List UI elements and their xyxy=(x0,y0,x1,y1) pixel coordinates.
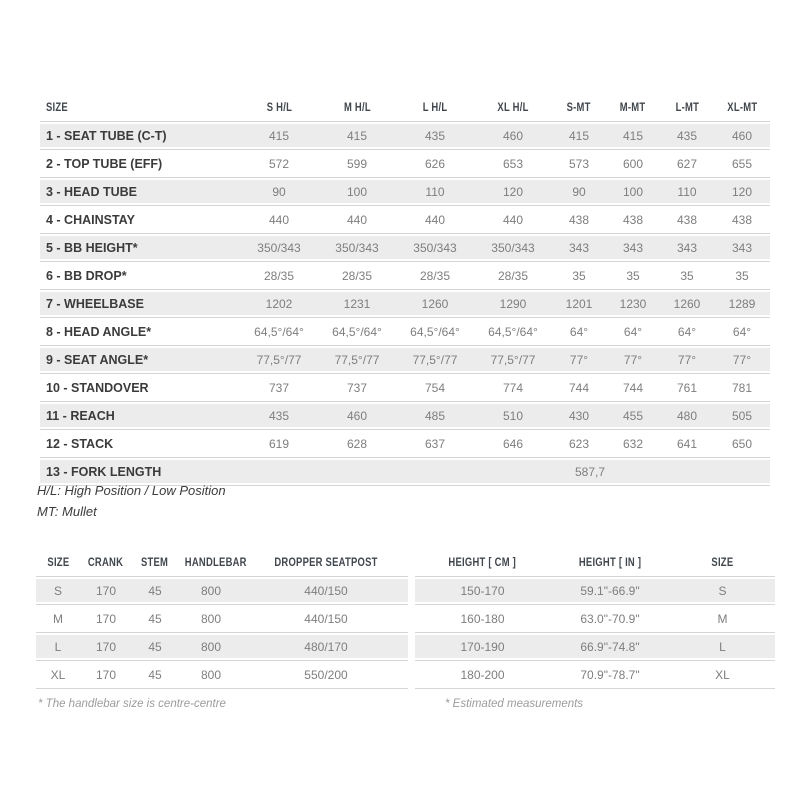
sizing-table-row xyxy=(415,633,775,661)
geometry-cell: 77° xyxy=(660,346,714,374)
sizing-table-cell: M xyxy=(670,605,775,633)
components-table-cell: L xyxy=(36,633,80,661)
components-table-row xyxy=(36,633,408,661)
components-table-cell: 170 xyxy=(80,633,132,661)
sizing-section xyxy=(415,549,775,710)
geometry-row-label: 7 - WHEELBASE xyxy=(40,290,240,318)
geometry-cell: 744 xyxy=(552,374,606,402)
geometry-cell: 77° xyxy=(606,346,660,374)
geometry-cell: 1202 xyxy=(240,290,318,318)
geometry-cell: 774 xyxy=(474,374,552,402)
geometry-cell: 350/343 xyxy=(318,234,396,262)
geometry-row xyxy=(40,346,770,374)
geometry-cell: 110 xyxy=(660,178,714,206)
components-table-cell: 550/200 xyxy=(244,661,408,689)
components-table-cell: 45 xyxy=(132,633,178,661)
geometry-cell: 480 xyxy=(660,402,714,430)
components-table-cell: 45 xyxy=(132,577,178,605)
geometry-col-header-4: S-MT xyxy=(566,102,592,114)
sizing-table-cell: 160-180 xyxy=(415,605,550,633)
geometry-header-row xyxy=(40,95,770,122)
sizing-table-body xyxy=(415,577,775,689)
geometry-cell: 637 xyxy=(396,430,474,458)
geometry-col-header-6: L-MT xyxy=(675,102,699,114)
geometry-cell: 100 xyxy=(606,178,660,206)
geometry-row xyxy=(40,290,770,318)
sizing-table-cell: 180-200 xyxy=(415,661,550,689)
geometry-row-label: 13 - FORK LENGTH xyxy=(40,458,240,486)
geometry-cell: 343 xyxy=(552,234,606,262)
sizing-table-cell: XL xyxy=(670,661,775,689)
sizing-table-row xyxy=(415,661,775,689)
geometry-row-label: 9 - SEAT ANGLE* xyxy=(40,346,240,374)
geometry-row xyxy=(40,402,770,430)
sizing-table-cell: 150-170 xyxy=(415,577,550,605)
geometry-cell: 600 xyxy=(606,150,660,178)
geometry-cell: 737 xyxy=(240,374,318,402)
geometry-cell: 77,5°/77 xyxy=(240,346,318,374)
geometry-table-body xyxy=(40,122,770,486)
components-table-cell: S xyxy=(36,577,80,605)
geometry-cell: 35 xyxy=(660,262,714,290)
geometry-col-header-3: XL H/L xyxy=(497,102,529,114)
geometry-row xyxy=(40,150,770,178)
geometry-cell: 64,5°/64° xyxy=(474,318,552,346)
geometry-cell: 438 xyxy=(606,206,660,234)
sizing-table-head xyxy=(415,549,775,577)
components-table-cell: 800 xyxy=(178,633,244,661)
geometry-cell: 415 xyxy=(240,122,318,150)
geometry-cell: 28/35 xyxy=(474,262,552,290)
geometry-row-label: 5 - BB HEIGHT* xyxy=(40,234,240,262)
geometry-cell: 641 xyxy=(660,430,714,458)
geometry-cell-merged: 587,7 xyxy=(240,458,770,486)
components-table-cell: 45 xyxy=(132,661,178,689)
geometry-cell: 100 xyxy=(318,178,396,206)
geometry-cell: 627 xyxy=(660,150,714,178)
components-table-row xyxy=(36,661,408,689)
geometry-row-label: 6 - BB DROP* xyxy=(40,262,240,290)
geometry-row xyxy=(40,374,770,402)
geometry-cell: 28/35 xyxy=(240,262,318,290)
geometry-cell: 343 xyxy=(714,234,770,262)
geometry-cell: 438 xyxy=(714,206,770,234)
geometry-table-head xyxy=(40,95,770,122)
geometry-col-header-0: S H/L xyxy=(266,102,292,114)
components-table-body xyxy=(36,577,408,689)
geometry-cell: 35 xyxy=(552,262,606,290)
geometry-row-label: 10 - STANDOVER xyxy=(40,374,240,402)
components-table-cell: 440/150 xyxy=(244,577,408,605)
geometry-cell: 619 xyxy=(240,430,318,458)
sizing-table-cell: 70.9"-78.7" xyxy=(550,661,670,689)
geometry-row-label: 3 - HEAD TUBE xyxy=(40,178,240,206)
components-table-cell: 170 xyxy=(80,605,132,633)
geometry-cell: 90 xyxy=(552,178,606,206)
geometry-col-header-7: XL-MT xyxy=(726,102,758,114)
geometry-cell: 438 xyxy=(660,206,714,234)
components-table-col-header-3: HANDLEBAR xyxy=(184,556,247,569)
components-table-col-header-1: CRANK xyxy=(88,556,124,569)
geometry-cell: 110 xyxy=(396,178,474,206)
geometry-cell: 1201 xyxy=(552,290,606,318)
sizing-table-header-row xyxy=(415,549,775,577)
components-table-col-header-0: SIZE xyxy=(47,556,69,569)
geometry-cell: 440 xyxy=(396,206,474,234)
geometry-cell: 646 xyxy=(474,430,552,458)
geometry-cell: 430 xyxy=(552,402,606,430)
geometry-row xyxy=(40,178,770,206)
components-table-cell: 800 xyxy=(178,661,244,689)
geometry-cell: 64° xyxy=(660,318,714,346)
geometry-cell: 28/35 xyxy=(396,262,474,290)
geometry-row xyxy=(40,430,770,458)
geometry-row-label: 11 - REACH xyxy=(40,402,240,430)
geometry-cell: 64,5°/64° xyxy=(396,318,474,346)
geometry-cell: 64° xyxy=(606,318,660,346)
geometry-cell: 435 xyxy=(660,122,714,150)
sizing-table-cell: 66.9"-74.8" xyxy=(550,633,670,661)
geometry-section xyxy=(40,95,770,486)
sizing-table xyxy=(415,549,775,689)
geometry-row xyxy=(40,234,770,262)
geometry-cell: 415 xyxy=(552,122,606,150)
sizing-table-cell: 63.0"-70.9" xyxy=(550,605,670,633)
sizing-table-col-header-2: SIZE xyxy=(711,556,734,569)
geometry-cell: 761 xyxy=(660,374,714,402)
components-section xyxy=(36,549,408,710)
geometry-cell: 77° xyxy=(552,346,606,374)
geometry-cell: 64,5°/64° xyxy=(240,318,318,346)
components-table-col-header-2: STEM xyxy=(141,556,169,569)
geometry-cell: 1289 xyxy=(714,290,770,318)
sizing-table-cell: 170-190 xyxy=(415,633,550,661)
geometry-cell: 572 xyxy=(240,150,318,178)
geometry-cell: 781 xyxy=(714,374,770,402)
geometry-cell: 510 xyxy=(474,402,552,430)
geometry-row-label: 1 - SEAT TUBE (C-T) xyxy=(40,122,240,150)
geometry-cell: 737 xyxy=(318,374,396,402)
geometry-cell: 1231 xyxy=(318,290,396,318)
geometry-table xyxy=(40,95,770,486)
geometry-row-label: 8 - HEAD ANGLE* xyxy=(40,318,240,346)
geometry-cell: 632 xyxy=(606,430,660,458)
components-table-cell: XL xyxy=(36,661,80,689)
geometry-cell: 650 xyxy=(714,430,770,458)
geometry-cell: 343 xyxy=(606,234,660,262)
geometry-cell: 744 xyxy=(606,374,660,402)
geometry-cell: 35 xyxy=(714,262,770,290)
geometry-cell: 440 xyxy=(318,206,396,234)
geometry-cell: 350/343 xyxy=(474,234,552,262)
geometry-cell: 440 xyxy=(240,206,318,234)
geometry-col-header-size: SIZE xyxy=(46,102,68,114)
geometry-cell: 1290 xyxy=(474,290,552,318)
components-table-cell: 800 xyxy=(178,605,244,633)
geometry-cell: 90 xyxy=(240,178,318,206)
geometry-cell: 485 xyxy=(396,402,474,430)
geometry-cell: 120 xyxy=(474,178,552,206)
components-table-col-header-4: DROPPER SEATPOST xyxy=(274,556,378,569)
sizing-table-row xyxy=(415,605,775,633)
geometry-row xyxy=(40,318,770,346)
geometry-cell: 573 xyxy=(552,150,606,178)
geometry-notes xyxy=(37,480,226,522)
geometry-cell: 28/35 xyxy=(318,262,396,290)
geometry-cell: 1260 xyxy=(396,290,474,318)
geometry-cell: 1260 xyxy=(660,290,714,318)
geometry-cell: 653 xyxy=(474,150,552,178)
geometry-cell: 754 xyxy=(396,374,474,402)
geometry-cell: 415 xyxy=(606,122,660,150)
geometry-cell: 350/343 xyxy=(240,234,318,262)
components-table-cell: M xyxy=(36,605,80,633)
components-table-header-row xyxy=(36,549,408,577)
components-table-row xyxy=(36,605,408,633)
geometry-row xyxy=(40,206,770,234)
sizing-table-col-header-0: HEIGHT [ CM ] xyxy=(448,556,517,569)
geometry-cell: 460 xyxy=(318,402,396,430)
geometry-cell: 438 xyxy=(552,206,606,234)
geometry-cell: 77,5°/77 xyxy=(318,346,396,374)
sizing-table-col-header-1: HEIGHT [ IN ] xyxy=(578,556,642,569)
geometry-cell: 460 xyxy=(474,122,552,150)
geometry-cell: 415 xyxy=(318,122,396,150)
geometry-cell: 460 xyxy=(714,122,770,150)
estimated-footnote: * Estimated measurements xyxy=(445,698,584,710)
geometry-row xyxy=(40,122,770,150)
geometry-cell: 440 xyxy=(474,206,552,234)
geometry-cell: 628 xyxy=(318,430,396,458)
components-table xyxy=(36,549,408,689)
geometry-row-label: 4 - CHAINSTAY xyxy=(40,206,240,234)
geometry-col-header-5: M-MT xyxy=(620,102,646,114)
geometry-cell: 599 xyxy=(318,150,396,178)
components-table-cell: 170 xyxy=(80,661,132,689)
geometry-cell: 77° xyxy=(714,346,770,374)
components-table-cell: 440/150 xyxy=(244,605,408,633)
geometry-cell: 435 xyxy=(396,122,474,150)
components-table-cell: 800 xyxy=(178,577,244,605)
components-table-cell: 480/170 xyxy=(244,633,408,661)
geometry-col-header-1: M H/L xyxy=(343,102,371,114)
handlebar-footnote: * The handlebar size is centre-centre xyxy=(38,698,226,710)
note-high-low: H/L: High Position / Low Position xyxy=(37,483,226,498)
geometry-cell: 505 xyxy=(714,402,770,430)
geometry-cell: 35 xyxy=(606,262,660,290)
geometry-cell: 64,5°/64° xyxy=(318,318,396,346)
geometry-col-header-2: L H/L xyxy=(422,102,448,114)
geometry-cell: 623 xyxy=(552,430,606,458)
components-table-head xyxy=(36,549,408,577)
geometry-cell: 655 xyxy=(714,150,770,178)
geometry-row-label: 12 - STACK xyxy=(40,430,240,458)
sizing-table-cell: S xyxy=(670,577,775,605)
components-table-cell: 170 xyxy=(80,577,132,605)
geometry-cell: 455 xyxy=(606,402,660,430)
geometry-cell: 350/343 xyxy=(396,234,474,262)
components-table-row xyxy=(36,577,408,605)
sizing-table-cell: L xyxy=(670,633,775,661)
geometry-row xyxy=(40,262,770,290)
components-table-cell: 45 xyxy=(132,605,178,633)
geometry-cell: 1230 xyxy=(606,290,660,318)
geometry-cell: 77,5°/77 xyxy=(474,346,552,374)
geometry-cell: 626 xyxy=(396,150,474,178)
geometry-cell: 64° xyxy=(714,318,770,346)
geometry-cell: 343 xyxy=(660,234,714,262)
sizing-table-row xyxy=(415,577,775,605)
geometry-row-label: 2 - TOP TUBE (EFF) xyxy=(40,150,240,178)
geometry-cell: 435 xyxy=(240,402,318,430)
geometry-cell: 77,5°/77 xyxy=(396,346,474,374)
sizing-table-cell: 59.1"-66.9" xyxy=(550,577,670,605)
note-mullet: MT: Mullet xyxy=(37,504,97,519)
geometry-cell: 120 xyxy=(714,178,770,206)
geometry-cell: 64° xyxy=(552,318,606,346)
